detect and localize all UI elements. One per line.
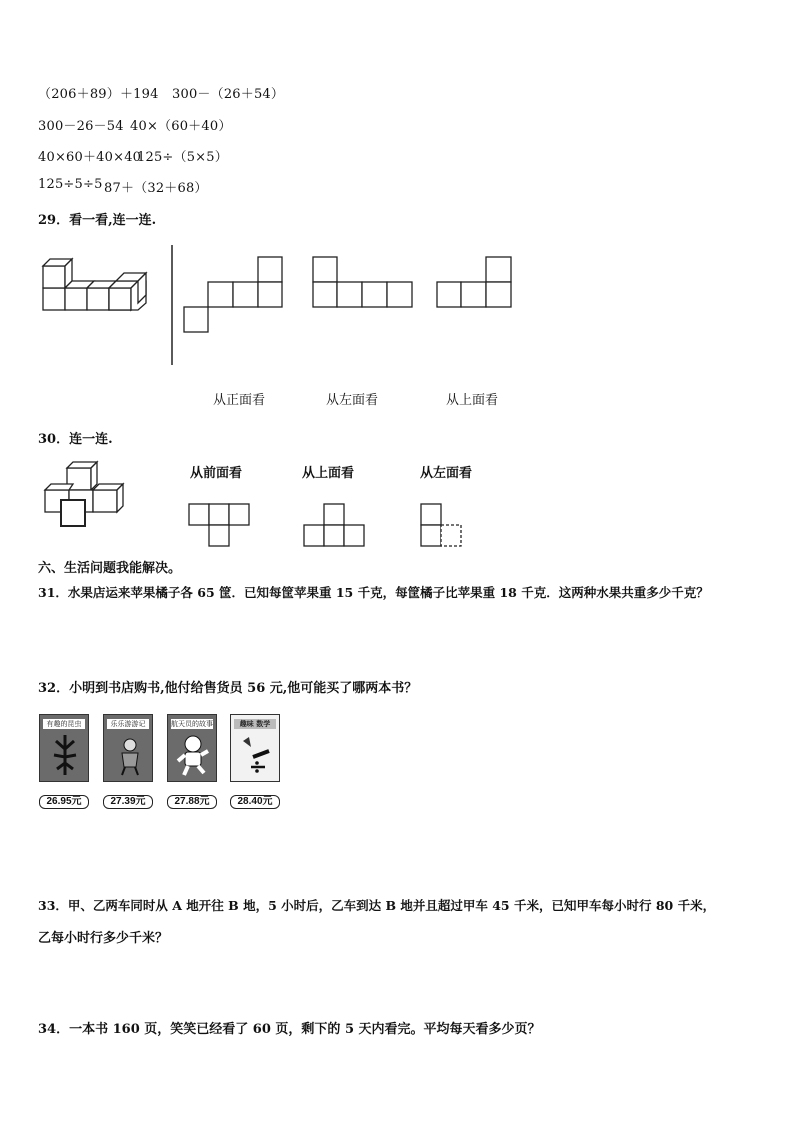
book-2-title: 乐乐游游记 (107, 719, 149, 729)
calc-2a: 300－26－54 (38, 119, 124, 134)
q29-3d-solid (40, 243, 160, 333)
book-4-title: 趣味 数学 (234, 719, 276, 729)
q34-text: 34．一本书 160 页，笑笑已经看了 60 页，剩下的 5 天内看完。平均每天看多少页？ (38, 1022, 541, 1037)
calc-2b: 40×（60＋40） (130, 119, 232, 134)
q29-title: 29．看一看,连一连. (38, 213, 157, 228)
q30-label-left: 从左面看 (420, 466, 473, 481)
q29-label-top: 从上面看 (446, 393, 499, 408)
book-3-title: 航天员的故事 (171, 720, 213, 728)
q33-line2: 乙每小时行多少千米？ (38, 931, 169, 946)
book-1-price: 26.95元 (39, 795, 89, 809)
q30-label-front: 从前面看 (190, 466, 243, 481)
book-1-title: 有趣的昆虫 (43, 719, 85, 729)
calc-3b: 125÷（5×5） (137, 150, 228, 165)
q30-3d-solid (43, 460, 125, 530)
book-3 (167, 714, 217, 782)
book-4 (230, 714, 280, 782)
book-2-price: 27.39元 (103, 795, 153, 809)
calc-1b: 300－（26＋54） (172, 87, 285, 102)
q32-text: 32．小明到书店购书,他付给售货员 56 元,他可能买了哪两本书？ (38, 681, 418, 696)
child-icon (116, 737, 144, 777)
q29-divider (170, 245, 174, 365)
q29-label-left: 从左面看 (326, 393, 379, 408)
q29-view-c (436, 256, 516, 311)
calc-4b: 87＋（32＋68） (104, 181, 208, 196)
insect-icon (52, 733, 78, 777)
calc-3a: 40×60＋40×40 (38, 150, 142, 165)
q30-label-top: 从上面看 (302, 466, 355, 481)
calc-4a: 125÷5÷5 (38, 177, 103, 192)
q30-title: 30．连一连. (38, 432, 113, 447)
q29-view-b (312, 256, 416, 311)
section-6-heading: 六、生活问题我能解决。 (38, 561, 182, 576)
calc-1a: （206＋89）＋194 (38, 87, 159, 102)
q30-view-b (303, 503, 367, 549)
q29-view-a (183, 256, 285, 334)
q30-view-a (188, 503, 252, 549)
book-2 (103, 714, 153, 782)
astronaut-icon (176, 735, 210, 777)
q29-label-front: 从正面看 (213, 393, 266, 408)
q30-view-c (420, 503, 466, 549)
book-1 (39, 714, 89, 782)
q31-text: 31．水果店运来苹果橘子各 65 筐．已知每筐苹果重 15 千克，每筐橘子比苹果重 18 千克．这两种水果共重多少千克？ (38, 585, 709, 600)
book-4-price: 28.40元 (230, 795, 280, 809)
book-3-price: 27.88元 (167, 795, 217, 809)
math-symbols-icon (239, 735, 273, 779)
q33-line1: 33．甲、乙两车同时从 A 地开往 B 地，5 小时后，乙车到达 B 地并且超过甲车 45 千米，已知甲车每小时行 80 千米， (38, 898, 716, 913)
